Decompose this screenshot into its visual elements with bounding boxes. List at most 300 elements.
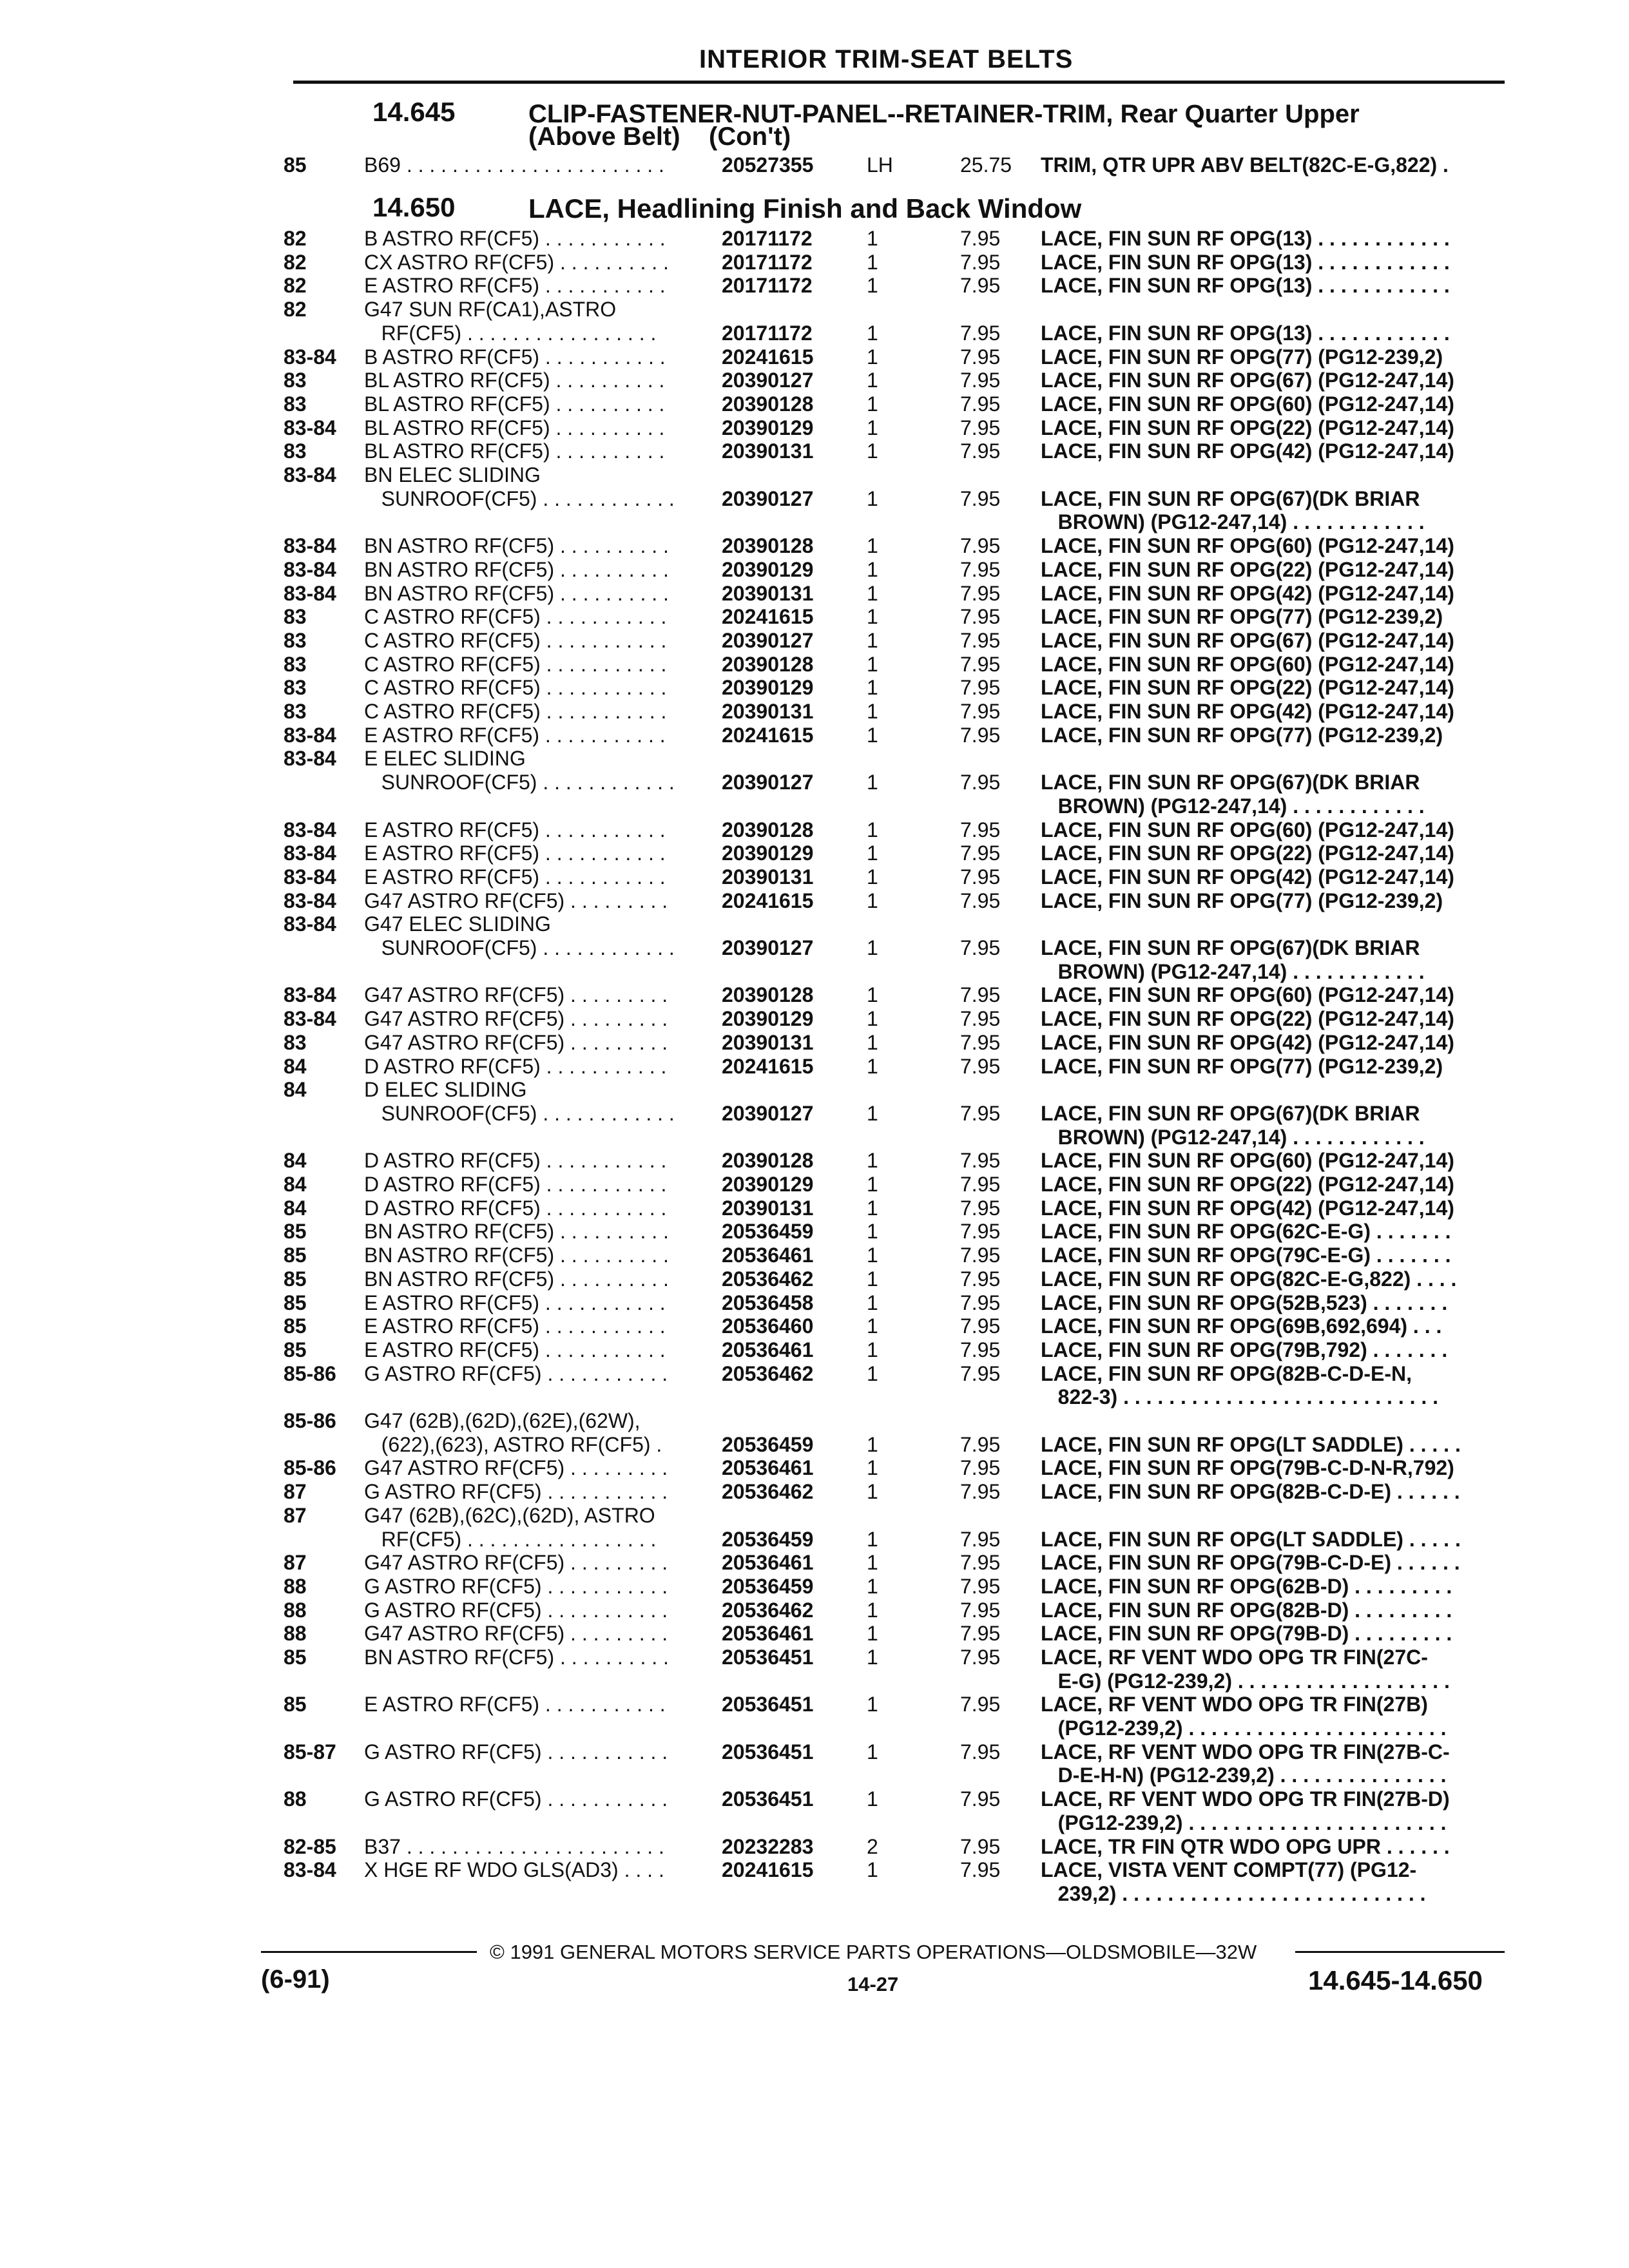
cell-part: 20536461 xyxy=(722,1244,814,1267)
cell-cat: LACE, FIN SUN RF OPG(13) . . . . . . . . . . . . xyxy=(1041,274,1450,297)
cell-price: 7.95 xyxy=(960,676,1001,699)
cell-yr: 82 xyxy=(284,251,307,274)
cell-cat: LACE, FIN SUN RF OPG(42) (PG12-247,14) xyxy=(1041,439,1454,463)
table-row xyxy=(0,1551,1629,1574)
table-row xyxy=(0,1669,1629,1693)
table-row xyxy=(0,1362,1629,1385)
cell-qty: LH xyxy=(867,153,893,177)
cell-part: 20390129 xyxy=(722,676,814,699)
cell-yr: 85 xyxy=(284,1291,307,1314)
cell-price: 7.95 xyxy=(960,1575,1001,1598)
cell-cat: E-G) (PG12-239,2) . . . . . . . . . . . . . . . . . . . xyxy=(1041,1669,1450,1693)
cell-cat: LACE, RF VENT WDO OPG TR FIN(27C- xyxy=(1041,1646,1428,1669)
cell-yr: 83-84 xyxy=(284,865,336,889)
cell-part: 20390128 xyxy=(722,653,814,676)
table-row xyxy=(0,153,1629,177)
table-row xyxy=(0,1078,1629,1101)
cell-part: 20536458 xyxy=(722,1291,814,1314)
cell-desc: E ASTRO RF(CF5) . . . . . . . . . . . xyxy=(364,1314,666,1338)
cell-cat: LACE, FIN SUN RF OPG(22) (PG12-247,14) xyxy=(1041,676,1454,699)
cell-qty: 1 xyxy=(867,1031,878,1054)
table-row xyxy=(0,1196,1629,1220)
cell-part: 20241615 xyxy=(722,605,814,628)
cell-cat: LACE, FIN SUN RF OPG(67)(DK BRIAR xyxy=(1041,771,1420,794)
table-row xyxy=(0,1763,1629,1787)
cell-qty: 1 xyxy=(867,1858,878,1881)
cell-part: 20390128 xyxy=(722,534,814,557)
cell-cat: LACE, FIN SUN RF OPG(22) (PG12-247,14) xyxy=(1041,841,1454,865)
table-row xyxy=(0,274,1629,297)
cell-price: 7.95 xyxy=(960,1220,1001,1243)
cell-yr: 85 xyxy=(284,153,307,177)
cell-desc: E ASTRO RF(CF5) . . . . . . . . . . . xyxy=(364,865,666,889)
cell-qty: 1 xyxy=(867,1149,878,1172)
cell-yr: 85-87 xyxy=(284,1740,336,1763)
cell-part: 20536451 xyxy=(722,1787,814,1811)
cell-cat: LACE, FIN SUN RF OPG(60) (PG12-247,14) xyxy=(1041,653,1454,676)
cell-desc: G47 (62B),(62C),(62D), ASTRO xyxy=(364,1504,655,1527)
table-row xyxy=(0,1220,1629,1243)
cell-yr: 87 xyxy=(284,1551,307,1574)
cell-qty: 1 xyxy=(867,841,878,865)
cell-cat: LACE, FIN SUN RF OPG(82B-C-D-E) . . . . . . xyxy=(1041,1480,1460,1503)
table-row xyxy=(0,322,1629,345)
cell-desc: B ASTRO RF(CF5) . . . . . . . . . . . xyxy=(364,345,666,369)
cell-cat: LACE, FIN SUN RF OPG(13) . . . . . . . . . . . . xyxy=(1041,251,1450,274)
table-row xyxy=(0,724,1629,747)
cell-price: 7.95 xyxy=(960,227,1001,250)
cell-yr: 83-84 xyxy=(284,534,336,557)
cell-cat: LACE, FIN SUN RF OPG(77) (PG12-239,2) xyxy=(1041,889,1443,912)
table-row xyxy=(0,1480,1629,1503)
cell-part: 20390129 xyxy=(722,1007,814,1030)
cell-desc: BN ELEC SLIDING xyxy=(364,463,541,486)
cell-desc: SUNROOF(CF5) . . . . . . . . . . . . xyxy=(364,487,675,510)
cell-yr: 83-84 xyxy=(284,345,336,369)
cell-part: 20390129 xyxy=(722,416,814,439)
cell-cat: LACE, FIN SUN RF OPG(LT SADDLE) . . . . . xyxy=(1041,1528,1461,1551)
cell-price: 7.95 xyxy=(960,1267,1001,1291)
cell-yr: 87 xyxy=(284,1480,307,1503)
cell-price: 7.95 xyxy=(960,653,1001,676)
cell-cat: LACE, FIN SUN RF OPG(62C-E-G) . . . . . . . xyxy=(1041,1220,1451,1243)
cell-yr: 83-84 xyxy=(284,416,336,439)
table-row xyxy=(0,1031,1629,1054)
cell-price: 7.95 xyxy=(960,1031,1001,1054)
cell-part: 20536451 xyxy=(722,1740,814,1763)
table-row xyxy=(0,345,1629,369)
cell-qty: 1 xyxy=(867,1433,878,1456)
cell-yr: 85-86 xyxy=(284,1409,336,1432)
table-row xyxy=(0,1575,1629,1598)
cell-price: 7.95 xyxy=(960,322,1001,345)
cell-yr: 82 xyxy=(284,298,307,321)
cell-cat: TRIM, QTR UPR ABV BELT(82C-E-G,822) . xyxy=(1041,153,1449,177)
cell-part: 20390128 xyxy=(722,1149,814,1172)
table-row xyxy=(0,1504,1629,1527)
cell-cat: LACE, FIN SUN RF OPG(42) (PG12-247,14) xyxy=(1041,700,1454,723)
cell-price: 7.95 xyxy=(960,1244,1001,1267)
cell-cat: LACE, FIN SUN RF OPG(22) (PG12-247,14) xyxy=(1041,416,1454,439)
table-row xyxy=(0,960,1629,983)
cell-desc: BN ASTRO RF(CF5) . . . . . . . . . . xyxy=(364,582,669,605)
cell-qty: 1 xyxy=(867,889,878,912)
cell-part: 20390131 xyxy=(722,865,814,889)
cell-desc: G ASTRO RF(CF5) . . . . . . . . . . . xyxy=(364,1787,668,1811)
cell-qty: 1 xyxy=(867,605,878,628)
cell-desc: C ASTRO RF(CF5) . . . . . . . . . . . xyxy=(364,605,667,628)
cell-qty: 1 xyxy=(867,392,878,416)
cell-cat: BROWN) (PG12-247,14) . . . . . . . . . . . . xyxy=(1041,1126,1425,1149)
cell-desc: E ASTRO RF(CF5) . . . . . . . . . . . xyxy=(364,818,666,841)
cell-yr: 85 xyxy=(284,1314,307,1338)
table-row xyxy=(0,1244,1629,1267)
cell-cat: LACE, FIN SUN RF OPG(77) (PG12-239,2) xyxy=(1041,605,1443,628)
table-row xyxy=(0,841,1629,865)
cell-qty: 1 xyxy=(867,629,878,652)
cell-price: 7.95 xyxy=(960,865,1001,889)
table-row xyxy=(0,629,1629,652)
cell-price: 7.95 xyxy=(960,700,1001,723)
cell-cat: LACE, FIN SUN RF OPG(82B-D) . . . . . . . . . xyxy=(1041,1599,1452,1622)
footer-copyright: © 1991 GENERAL MOTORS SERVICE PARTS OPERATIONS—OLDSMOBILE—32W xyxy=(490,1941,1257,1963)
cell-price: 7.95 xyxy=(960,1787,1001,1811)
table-row xyxy=(0,582,1629,605)
cell-yr: 85 xyxy=(284,1220,307,1243)
cell-yr: 88 xyxy=(284,1787,307,1811)
cell-cat: LACE, FIN SUN RF OPG(82B-C-D-E-N, xyxy=(1041,1362,1412,1385)
cell-yr: 82 xyxy=(284,227,307,250)
cell-yr: 83-84 xyxy=(284,558,336,581)
table-row xyxy=(0,227,1629,250)
cell-yr: 83-84 xyxy=(284,463,336,486)
group-title: LACE, Headlining Finish and Back Window xyxy=(528,193,1082,224)
cell-yr: 83-84 xyxy=(284,912,336,936)
table-row xyxy=(0,1646,1629,1669)
table-row xyxy=(0,889,1629,912)
cell-desc: G47 SUN RF(CA1),ASTRO xyxy=(364,298,617,321)
cell-cat: LACE, FIN SUN RF OPG(77) (PG12-239,2) xyxy=(1041,1055,1443,1078)
cell-part: 20536462 xyxy=(722,1480,814,1503)
cell-cat: LACE, FIN SUN RF OPG(79B,792) . . . . . . . xyxy=(1041,1338,1448,1361)
cell-part: 20536461 xyxy=(722,1338,814,1361)
cell-cat: LACE, FIN SUN RF OPG(79B-D) . . . . . . . . . xyxy=(1041,1622,1452,1645)
cell-desc: G47 ASTRO RF(CF5) . . . . . . . . . xyxy=(364,1007,668,1030)
cell-cat: LACE, FIN SUN RF OPG(77) (PG12-239,2) xyxy=(1041,345,1443,369)
cell-desc: BL ASTRO RF(CF5) . . . . . . . . . . xyxy=(364,392,665,416)
cell-part: 20241615 xyxy=(722,724,814,747)
cell-desc: BN ASTRO RF(CF5) . . . . . . . . . . xyxy=(364,1646,669,1669)
cell-yr: 85 xyxy=(284,1244,307,1267)
cell-desc: E ASTRO RF(CF5) . . . . . . . . . . . xyxy=(364,841,666,865)
cell-cat: LACE, VISTA VENT COMPT(77) (PG12- xyxy=(1041,1858,1417,1881)
table-row xyxy=(0,534,1629,557)
cell-yr: 83 xyxy=(284,676,307,699)
cell-cat: LACE, FIN SUN RF OPG(60) (PG12-247,14) xyxy=(1041,983,1454,1006)
table-row xyxy=(0,1599,1629,1622)
cell-part: 20390127 xyxy=(722,369,814,392)
cell-desc: G47 (62B),(62D),(62E),(62W), xyxy=(364,1409,641,1432)
cell-qty: 1 xyxy=(867,439,878,463)
cell-price: 7.95 xyxy=(960,1740,1001,1763)
cell-desc: G47 ASTRO RF(CF5) . . . . . . . . . xyxy=(364,1551,668,1574)
cell-price: 7.95 xyxy=(960,1338,1001,1361)
cell-qty: 1 xyxy=(867,1173,878,1196)
table-row xyxy=(0,912,1629,936)
cell-yr: 85-86 xyxy=(284,1456,336,1479)
cell-part: 20390128 xyxy=(722,392,814,416)
cell-cat: LACE, TR FIN QTR WDO OPG UPR . . . . . . xyxy=(1041,1835,1450,1858)
cell-yr: 82 xyxy=(284,274,307,297)
cell-cat: LACE, FIN SUN RF OPG(60) (PG12-247,14) xyxy=(1041,818,1454,841)
cell-price: 7.95 xyxy=(960,534,1001,557)
cell-desc: BL ASTRO RF(CF5) . . . . . . . . . . xyxy=(364,369,665,392)
cell-cat: BROWN) (PG12-247,14) . . . . . . . . . . . . xyxy=(1041,794,1425,818)
cell-desc: C ASTRO RF(CF5) . . . . . . . . . . . xyxy=(364,629,667,652)
cell-desc: G ASTRO RF(CF5) . . . . . . . . . . . xyxy=(364,1575,668,1598)
cell-yr: 85 xyxy=(284,1646,307,1669)
cell-desc: C ASTRO RF(CF5) . . . . . . . . . . . xyxy=(364,653,667,676)
cell-qty: 1 xyxy=(867,558,878,581)
table-row xyxy=(0,1787,1629,1811)
cell-qty: 1 xyxy=(867,653,878,676)
cell-qty: 1 xyxy=(867,1599,878,1622)
table-row xyxy=(0,1693,1629,1716)
cell-qty: 1 xyxy=(867,534,878,557)
cell-part: 20536462 xyxy=(722,1599,814,1622)
cell-cat: LACE, FIN SUN RF OPG(79B-C-D-N-R,792) xyxy=(1041,1456,1454,1479)
cell-qty: 1 xyxy=(867,936,878,959)
cell-qty: 1 xyxy=(867,1575,878,1598)
table-row xyxy=(0,1007,1629,1030)
cell-yr: 84 xyxy=(284,1149,307,1172)
cell-desc: BN ASTRO RF(CF5) . . . . . . . . . . xyxy=(364,558,669,581)
cell-qty: 1 xyxy=(867,1740,878,1763)
cell-price: 7.95 xyxy=(960,605,1001,628)
cell-cat: LACE, FIN SUN RF OPG(67) (PG12-247,14) xyxy=(1041,629,1454,652)
cell-yr: 88 xyxy=(284,1622,307,1645)
cell-qty: 1 xyxy=(867,865,878,889)
cell-yr: 87 xyxy=(284,1504,307,1527)
table-row xyxy=(0,936,1629,959)
cell-price: 7.95 xyxy=(960,1835,1001,1858)
cell-yr: 83-84 xyxy=(284,582,336,605)
cell-price: 7.95 xyxy=(960,487,1001,510)
table-row xyxy=(0,558,1629,581)
cell-cat: (PG12-239,2) . . . . . . . . . . . . . . . . . . . . . . . xyxy=(1041,1811,1447,1834)
table-row xyxy=(0,392,1629,416)
cell-desc: RF(CF5) . . . . . . . . . . . . . . . . . xyxy=(364,1528,657,1551)
table-row xyxy=(0,653,1629,676)
cell-part: 20390129 xyxy=(722,1173,814,1196)
cell-cat: LACE, FIN SUN RF OPG(82C-E-G,822) . . . . xyxy=(1041,1267,1457,1291)
cell-part: 20390131 xyxy=(722,1196,814,1220)
cell-cat: LACE, FIN SUN RF OPG(67)(DK BRIAR xyxy=(1041,487,1420,510)
cell-cat: LACE, RF VENT WDO OPG TR FIN(27B) xyxy=(1041,1693,1428,1716)
cell-part: 20390128 xyxy=(722,983,814,1006)
table-row xyxy=(0,1055,1629,1078)
cell-desc: G ASTRO RF(CF5) . . . . . . . . . . . xyxy=(364,1599,668,1622)
cell-part: 20241615 xyxy=(722,345,814,369)
cell-part: 20536451 xyxy=(722,1646,814,1669)
cell-price: 7.95 xyxy=(960,1456,1001,1479)
cell-price: 7.95 xyxy=(960,251,1001,274)
cell-desc: D ASTRO RF(CF5) . . . . . . . . . . . xyxy=(364,1196,667,1220)
cell-desc: G47 ASTRO RF(CF5) . . . . . . . . . xyxy=(364,1031,668,1054)
cell-desc: G ASTRO RF(CF5) . . . . . . . . . . . xyxy=(364,1740,668,1763)
cell-yr: 83-84 xyxy=(284,1007,336,1030)
cell-qty: 1 xyxy=(867,369,878,392)
table-row xyxy=(0,1291,1629,1314)
cell-qty: 1 xyxy=(867,1314,878,1338)
cell-qty: 1 xyxy=(867,1196,878,1220)
cell-part: 20390131 xyxy=(722,582,814,605)
cell-part: 20536459 xyxy=(722,1220,814,1243)
footer-page-number: 14-27 xyxy=(847,1973,899,1995)
cell-cat: LACE, FIN SUN RF OPG(67) (PG12-247,14) xyxy=(1041,369,1454,392)
cell-desc: BN ASTRO RF(CF5) . . . . . . . . . . xyxy=(364,1220,669,1243)
cell-price: 7.95 xyxy=(960,983,1001,1006)
cell-qty: 1 xyxy=(867,322,878,345)
cell-yr: 88 xyxy=(284,1599,307,1622)
cell-part: 20390129 xyxy=(722,558,814,581)
cell-qty: 1 xyxy=(867,1646,878,1669)
cell-yr: 83-84 xyxy=(284,747,336,770)
cell-part: 20171172 xyxy=(722,251,813,274)
cell-price: 7.95 xyxy=(960,724,1001,747)
cell-cat: LACE, FIN SUN RF OPG(60) (PG12-247,14) xyxy=(1041,392,1454,416)
cell-part: 20390127 xyxy=(722,936,814,959)
cell-desc: C ASTRO RF(CF5) . . . . . . . . . . . xyxy=(364,700,667,723)
cell-price: 7.95 xyxy=(960,1055,1001,1078)
cell-part: 20527355 xyxy=(722,153,814,177)
cell-qty: 1 xyxy=(867,1480,878,1503)
cell-price: 7.95 xyxy=(960,1599,1001,1622)
footer-date: (6-91) xyxy=(261,1965,330,1994)
cell-price: 7.95 xyxy=(960,1362,1001,1385)
table-row xyxy=(0,1882,1629,1905)
table-row xyxy=(0,1409,1629,1432)
cell-qty: 1 xyxy=(867,487,878,510)
cell-price: 7.95 xyxy=(960,439,1001,463)
cell-desc: G47 ASTRO RF(CF5) . . . . . . . . . xyxy=(364,1622,668,1645)
cell-price: 7.95 xyxy=(960,841,1001,865)
cell-part: 20390131 xyxy=(722,700,814,723)
cell-desc: BN ASTRO RF(CF5) . . . . . . . . . . xyxy=(364,1267,669,1291)
cell-yr: 85 xyxy=(284,1693,307,1716)
table-row xyxy=(0,1740,1629,1763)
table-row xyxy=(0,771,1629,794)
cell-desc: E ELEC SLIDING xyxy=(364,747,526,770)
cell-part: 20536462 xyxy=(722,1267,814,1291)
cell-qty: 1 xyxy=(867,345,878,369)
cell-desc: X HGE RF WDO GLS(AD3) . . . . xyxy=(364,1858,664,1881)
cell-part: 20241615 xyxy=(722,1858,814,1881)
cell-qty: 1 xyxy=(867,1622,878,1645)
cell-cat: LACE, FIN SUN RF OPG(42) (PG12-247,14) xyxy=(1041,1031,1454,1054)
cell-part: 20171172 xyxy=(722,274,813,297)
cell-desc: SUNROOF(CF5) . . . . . . . . . . . . xyxy=(364,771,675,794)
cell-price: 7.95 xyxy=(960,1196,1001,1220)
cell-desc: E ASTRO RF(CF5) . . . . . . . . . . . xyxy=(364,1291,666,1314)
cell-part: 20390127 xyxy=(722,771,814,794)
cell-price: 7.95 xyxy=(960,1291,1001,1314)
cell-part: 20536459 xyxy=(722,1575,814,1598)
cell-desc: G47 ASTRO RF(CF5) . . . . . . . . . xyxy=(364,1456,668,1479)
group-number: 14.650 xyxy=(372,192,456,222)
cell-cat: LACE, FIN SUN RF OPG(62B-D) . . . . . . . . . xyxy=(1041,1575,1452,1598)
table-row xyxy=(0,1173,1629,1196)
cell-price: 7.95 xyxy=(960,1149,1001,1172)
cell-yr: 83 xyxy=(284,629,307,652)
table-row xyxy=(0,463,1629,486)
cell-yr: 83-84 xyxy=(284,818,336,841)
cell-part: 20536451 xyxy=(722,1693,814,1716)
cell-yr: 83-84 xyxy=(284,1858,336,1881)
cell-price: 7.95 xyxy=(960,558,1001,581)
cell-desc: C ASTRO RF(CF5) . . . . . . . . . . . xyxy=(364,676,667,699)
table-row xyxy=(0,416,1629,439)
cell-price: 7.95 xyxy=(960,1173,1001,1196)
cell-desc: BL ASTRO RF(CF5) . . . . . . . . . . xyxy=(364,439,665,463)
cell-part: 20536459 xyxy=(722,1528,814,1551)
cell-qty: 1 xyxy=(867,818,878,841)
cell-qty: 1 xyxy=(867,1528,878,1551)
cell-cat: LACE, FIN SUN RF OPG(22) (PG12-247,14) xyxy=(1041,1173,1454,1196)
cell-price: 7.95 xyxy=(960,771,1001,794)
cell-qty: 1 xyxy=(867,1362,878,1385)
cell-cat: LACE, FIN SUN RF OPG(22) (PG12-247,14) xyxy=(1041,1007,1454,1030)
table-row xyxy=(0,1835,1629,1858)
cell-cat: BROWN) (PG12-247,14) . . . . . . . . . . . . xyxy=(1041,960,1425,983)
cell-qty: 1 xyxy=(867,771,878,794)
cell-part: 20171172 xyxy=(722,322,813,345)
cell-yr: 83 xyxy=(284,605,307,628)
cell-price: 7.95 xyxy=(960,1433,1001,1456)
table-row xyxy=(0,369,1629,392)
cell-desc: E ASTRO RF(CF5) . . . . . . . . . . . xyxy=(364,1693,666,1716)
cell-cat: LACE, FIN SUN RF OPG(67)(DK BRIAR xyxy=(1041,936,1420,959)
table-row xyxy=(0,983,1629,1006)
cell-qty: 1 xyxy=(867,983,878,1006)
table-row xyxy=(0,794,1629,818)
cell-cat: LACE, FIN SUN RF OPG(LT SADDLE) . . . . . xyxy=(1041,1433,1461,1456)
cell-part: 20390129 xyxy=(722,841,814,865)
cell-qty: 1 xyxy=(867,251,878,274)
cell-part: 20536461 xyxy=(722,1456,814,1479)
cell-yr: 83-84 xyxy=(284,983,336,1006)
table-row xyxy=(0,605,1629,628)
table-row xyxy=(0,510,1629,533)
cell-qty: 1 xyxy=(867,1693,878,1716)
footer-group-range: 14.645-14.650 xyxy=(1308,1965,1483,1995)
cell-price: 7.95 xyxy=(960,1646,1001,1669)
group-number: 14.645 xyxy=(372,97,456,127)
cell-desc: D ASTRO RF(CF5) . . . . . . . . . . . xyxy=(364,1173,667,1196)
cell-price: 7.95 xyxy=(960,889,1001,912)
cell-price: 7.95 xyxy=(960,416,1001,439)
table-row xyxy=(0,865,1629,889)
cell-qty: 1 xyxy=(867,1787,878,1811)
cell-cat: LACE, FIN SUN RF OPG(52B,523) . . . . . . . xyxy=(1041,1291,1448,1314)
cell-qty: 2 xyxy=(867,1835,878,1858)
cell-part: 20241615 xyxy=(722,889,814,912)
cell-yr: 83 xyxy=(284,369,307,392)
cell-qty: 1 xyxy=(867,700,878,723)
table-row xyxy=(0,1102,1629,1125)
cell-cat: D-E-H-N) (PG12-239,2) . . . . . . . . . . . . . . . xyxy=(1041,1763,1447,1787)
table-row xyxy=(0,1149,1629,1172)
